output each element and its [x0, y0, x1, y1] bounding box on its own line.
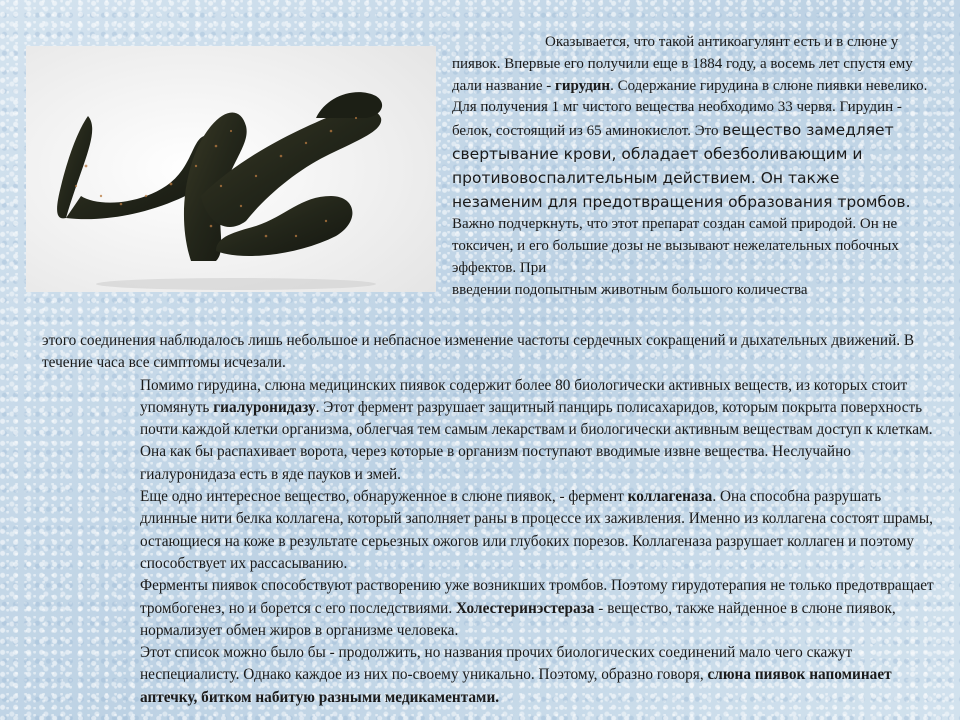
paragraph-1: этого соединения наблюдалось лишь небольшое и небпасное изменение частоты сердечных сокращений и дыхательных движений. В течение часа все симптомы исчезали. — [42, 332, 915, 372]
closing-statement: слюна пиявок напоминает аптечку, битком набитую разными медикаментами. — [140, 666, 892, 706]
term-cholesterol-esterase: Холестеринэстераза — [455, 599, 595, 617]
paragraph-5: Этот список можно было бы - продолжить, но названия прочих биологических соединений мало чего скажут неспециалисту. Однако каждое из них по-своему уникально. Поэтому, образно говоря, слюна пиявок напоминает аптечку, битком набитую разными медикаментами. — [140, 644, 892, 706]
intro-sans-segment: вещество замедляет свертывание крови, обладает обезболивающим и противовоспалительным действием. Он также незаменим для предотвращения образования тромбов. — [452, 121, 911, 211]
paragraph-4: Ферменты пиявок способствуют растворению уже возникших тромбов. Поэтому гирудотерапия не только предотвращает тромбогенез, но и борется с его последствиями. Холестеринэстераза - вещество, также найденное в слюне пиявок, нормализует обмен жиров в организме человека. — [140, 577, 934, 639]
intro-text: Оказывается, что такой антикоагулянт есть и в слюне у пиявок. Впервые его получили еще в 1884 году, а восемь лет спустя ему дали название - гирудин. Содержание гирудина в слюне пиявки невелико. Для получения 1 мг чистого вещества необходимо 33 червя. Гирудин - белок, состоящий из 65 аминокислот. Это вещество замедляет свертывание крови, обладает обезболивающим и противовоспалительным действием. Он также незаменим для предотвращения образования тромбов. Важно подчеркнуть, что этот препарат создан самой природой. Он не токсичен, и его большие дозы не вызывают нежелательных побочных эффектов. При введении подопытным животным большого количества — [452, 32, 928, 301]
paragraph-3: Еще одно интересное вещество, обнаруженное в слюне пиявок, - фермент коллагеназа. Она способна разрушать длинные нити белка коллагена, который заполняет раны в процессе их заживления. Именно из коллагена состоят шрамы, остающиеся на коже в результате серьезных ожогов или глубоких порезов. Коллагеназа разрушает коллаген и поэтому способствует их рассасыванию. — [140, 488, 933, 572]
paragraph-2: Помимо гирудина, слюна медицинских пиявок содержит более 80 биологически активных веществ, из которых стоит упомянуть гиалуронидазу. Этот фермент разрушает защитный панцирь полисахаридов, которым покрыта поверхность почти каждой клетки организма, облегчая тем самым лекарствам и биологически активным веществам доступ к клеткам. Она как бы распахивает ворота, через которые в организм поступают вводимые извне вещества. Неслучайно гиалуронидаза есть в яде пауков и змей. — [140, 376, 933, 483]
term-hirudin: гирудин — [555, 77, 611, 94]
term-collagenase: коллагеназа — [627, 488, 713, 506]
main-text — [42, 330, 942, 709]
intro-clipped-line: введении подопытным животным большого количества — [452, 281, 808, 298]
intro-paragraph: Оказывается, что такой антикоагулянт есть и в слюне у пиявок. Впервые его получили еще в 1884 году, а восемь лет спустя ему дали название - гирудин. Содержание гирудина в слюне пиявки невелико. Для получения 1 мг чистого вещества необходимо 33 червя. Гирудин - белок, состоящий из 65 аминокислот. Это — [452, 34, 928, 140]
leech-photo — [26, 46, 436, 292]
leech-image — [26, 46, 436, 292]
term-hyaluronidase: гиалуронидазу — [213, 398, 316, 416]
